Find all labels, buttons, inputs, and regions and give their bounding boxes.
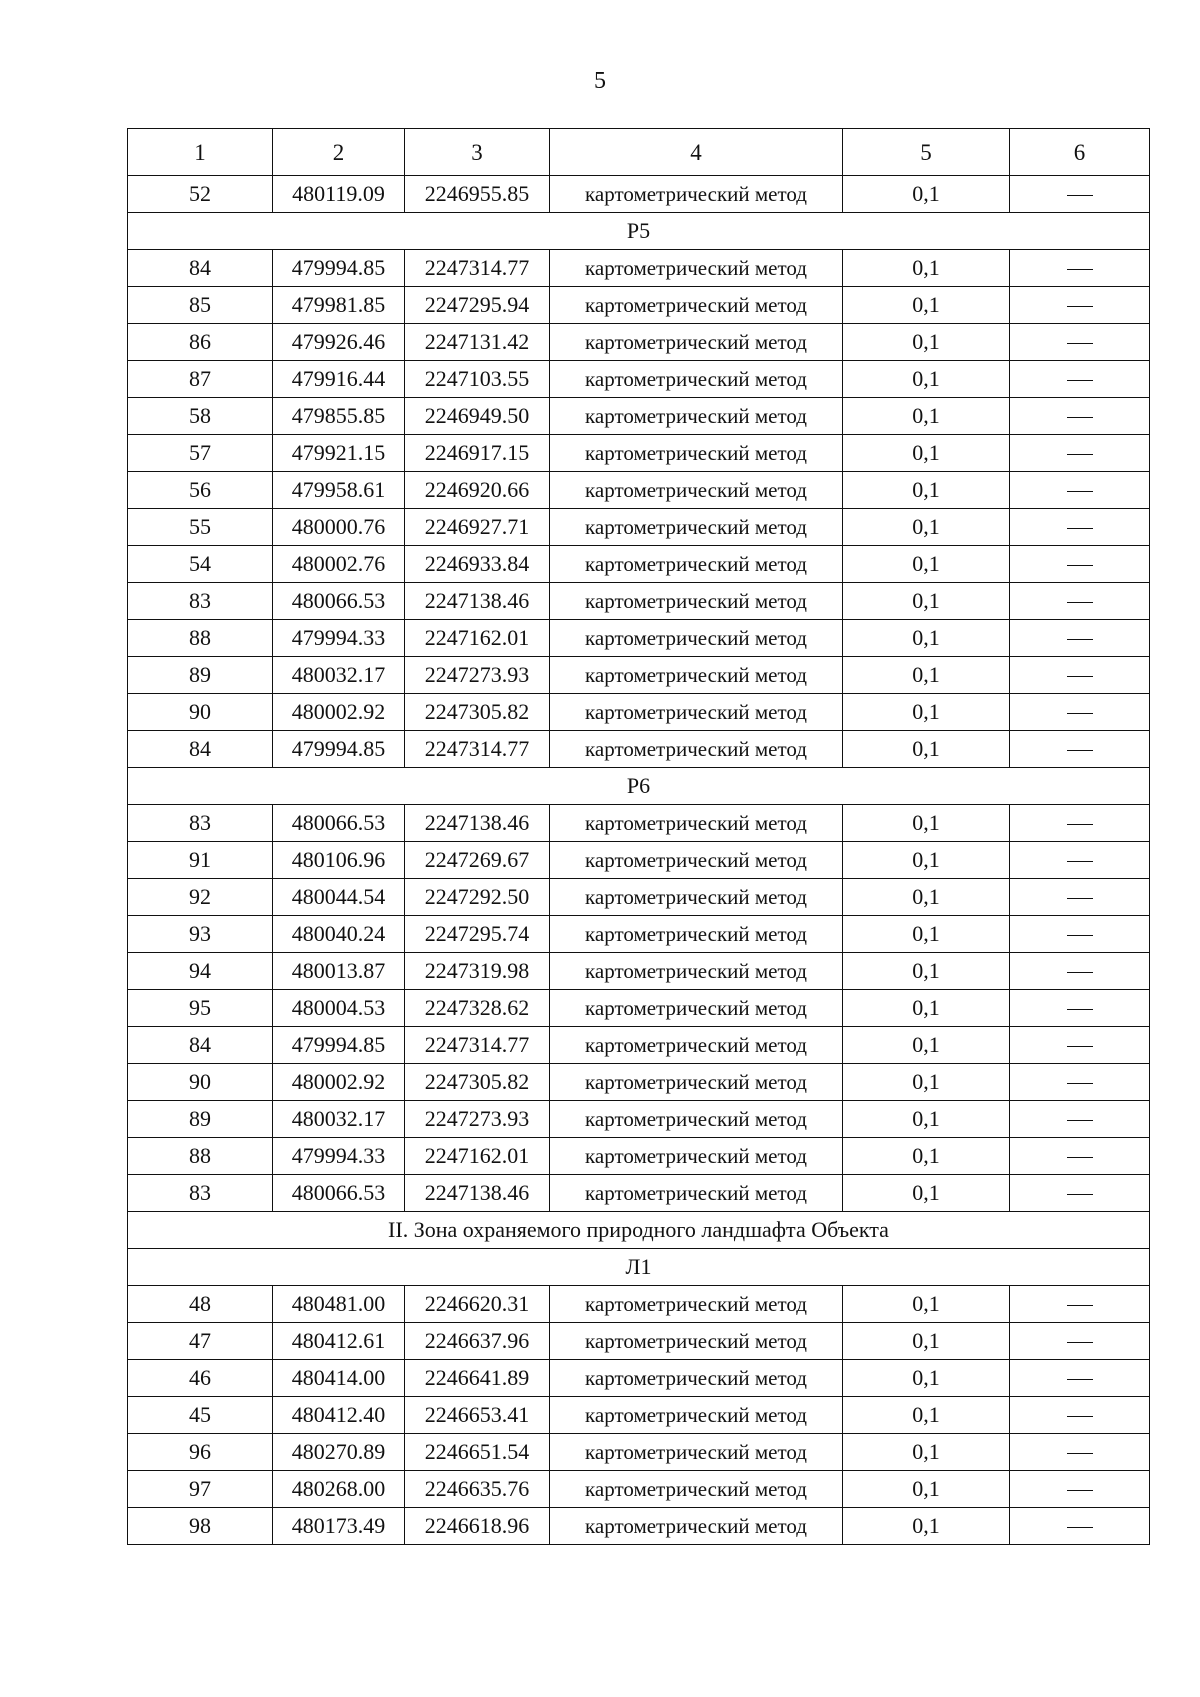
x-coordinate-cell: 479958.61 [273,472,405,509]
point-number-cell: 88 [128,1138,273,1175]
table-row [128,1471,1150,1508]
method-cell: картометрический метод [550,620,843,657]
dash-mark [1067,1379,1093,1380]
table-row [128,916,1150,953]
accuracy-cell: 0,1 [843,1286,1010,1323]
section-row [128,768,1150,805]
description-cell [1010,1027,1150,1064]
method-cell: картометрический метод [550,657,843,694]
method-cell: картометрический метод [550,324,843,361]
dash-mark [1067,824,1093,825]
dash-mark [1067,676,1093,677]
accuracy-cell: 0,1 [843,509,1010,546]
point-number-cell: 54 [128,546,273,583]
dash-mark [1067,417,1093,418]
description-cell [1010,916,1150,953]
column-header: 3 [405,129,550,176]
point-number-cell: 90 [128,1064,273,1101]
table-row [128,472,1150,509]
x-coordinate-cell: 480414.00 [273,1360,405,1397]
point-number-cell: 86 [128,324,273,361]
x-coordinate-cell: 480002.92 [273,1064,405,1101]
accuracy-cell: 0,1 [843,583,1010,620]
dash-mark [1067,1009,1093,1010]
description-cell [1010,287,1150,324]
x-coordinate-cell: 480066.53 [273,583,405,620]
table-row [128,1027,1150,1064]
point-number-cell: 91 [128,842,273,879]
accuracy-cell: 0,1 [843,731,1010,768]
x-coordinate-cell: 480412.40 [273,1397,405,1434]
dash-mark [1067,454,1093,455]
column-header: 5 [843,129,1010,176]
page-number: 5 [594,68,606,94]
y-coordinate-cell: 2247273.93 [405,1101,550,1138]
table-row [128,657,1150,694]
description-cell [1010,250,1150,287]
y-coordinate-cell: 2246641.89 [405,1360,550,1397]
point-number-cell: 89 [128,657,273,694]
dash-mark [1067,1194,1093,1195]
x-coordinate-cell: 479994.85 [273,731,405,768]
y-coordinate-cell: 2246917.15 [405,435,550,472]
x-coordinate-cell: 480032.17 [273,1101,405,1138]
accuracy-cell: 0,1 [843,1360,1010,1397]
dash-mark [1067,1305,1093,1306]
method-cell: картометрический метод [550,583,843,620]
method-cell: картометрический метод [550,1471,843,1508]
point-number-cell: 83 [128,1175,273,1212]
table-row [128,879,1150,916]
x-coordinate-cell: 480412.61 [273,1323,405,1360]
section-label: Л1 [128,1249,1150,1286]
accuracy-cell: 0,1 [843,1138,1010,1175]
method-cell: картометрический метод [550,731,843,768]
x-coordinate-cell: 480106.96 [273,842,405,879]
dash-mark [1067,1046,1093,1047]
table-row [128,583,1150,620]
accuracy-cell: 0,1 [843,324,1010,361]
method-cell: картометрический метод [550,1397,843,1434]
dash-mark [1067,1490,1093,1491]
method-cell: картометрический метод [550,1175,843,1212]
column-header: 6 [1010,129,1150,176]
table-row [128,1508,1150,1545]
point-number-cell: 84 [128,731,273,768]
x-coordinate-cell: 480044.54 [273,879,405,916]
table-row [128,1360,1150,1397]
description-cell [1010,1508,1150,1545]
x-coordinate-cell: 480119.09 [273,176,405,213]
method-cell: картометрический метод [550,1286,843,1323]
section-label: Р5 [128,213,1150,250]
table-row [128,546,1150,583]
dash-mark [1067,972,1093,973]
x-coordinate-cell: 480004.53 [273,990,405,1027]
description-cell [1010,1360,1150,1397]
accuracy-cell: 0,1 [843,1101,1010,1138]
table-row [128,509,1150,546]
dash-mark [1067,713,1093,714]
y-coordinate-cell: 2246933.84 [405,546,550,583]
accuracy-cell: 0,1 [843,990,1010,1027]
point-number-cell: 83 [128,805,273,842]
table-row [128,731,1150,768]
description-cell [1010,953,1150,990]
column-header: 1 [128,129,273,176]
coordinates-table [127,128,1150,1545]
point-number-cell: 83 [128,583,273,620]
dash-mark [1067,1157,1093,1158]
point-number-cell: 95 [128,990,273,1027]
accuracy-cell: 0,1 [843,1471,1010,1508]
method-cell: картометрический метод [550,805,843,842]
description-cell [1010,1286,1150,1323]
y-coordinate-cell: 2246651.54 [405,1434,550,1471]
y-coordinate-cell: 2247103.55 [405,361,550,398]
accuracy-cell: 0,1 [843,1397,1010,1434]
section-label: II. Зона охраняемого природного ландшафта Объекта [128,1212,1150,1249]
y-coordinate-cell: 2246949.50 [405,398,550,435]
y-coordinate-cell: 2246618.96 [405,1508,550,1545]
method-cell: картометрический метод [550,250,843,287]
table-header-row [128,129,1150,176]
column-header: 2 [273,129,405,176]
point-number-cell: 92 [128,879,273,916]
description-cell [1010,842,1150,879]
dash-mark [1067,1120,1093,1121]
description-cell [1010,657,1150,694]
method-cell: картометрический метод [550,1434,843,1471]
y-coordinate-cell: 2247314.77 [405,731,550,768]
y-coordinate-cell: 2247319.98 [405,953,550,990]
x-coordinate-cell: 479994.85 [273,1027,405,1064]
description-cell [1010,805,1150,842]
description-cell [1010,1064,1150,1101]
accuracy-cell: 0,1 [843,1064,1010,1101]
table-row [128,1064,1150,1101]
description-cell [1010,324,1150,361]
x-coordinate-cell: 480032.17 [273,657,405,694]
method-cell: картометрический метод [550,1323,843,1360]
method-cell: картометрический метод [550,287,843,324]
section-row [128,1212,1150,1249]
description-cell [1010,990,1150,1027]
table-row [128,1101,1150,1138]
description-cell [1010,1323,1150,1360]
accuracy-cell: 0,1 [843,879,1010,916]
table-row [128,1434,1150,1471]
accuracy-cell: 0,1 [843,1434,1010,1471]
point-number-cell: 87 [128,361,273,398]
accuracy-cell: 0,1 [843,694,1010,731]
point-number-cell: 84 [128,250,273,287]
method-cell: картометрический метод [550,509,843,546]
y-coordinate-cell: 2247328.62 [405,990,550,1027]
dash-mark [1067,898,1093,899]
point-number-cell: 96 [128,1434,273,1471]
y-coordinate-cell: 2246653.41 [405,1397,550,1434]
y-coordinate-cell: 2247292.50 [405,879,550,916]
y-coordinate-cell: 2247314.77 [405,250,550,287]
description-cell [1010,1101,1150,1138]
x-coordinate-cell: 480002.76 [273,546,405,583]
table-row [128,1175,1150,1212]
x-coordinate-cell: 480066.53 [273,805,405,842]
description-cell [1010,546,1150,583]
dash-mark [1067,1416,1093,1417]
dash-mark [1067,380,1093,381]
method-cell: картометрический метод [550,1101,843,1138]
x-coordinate-cell: 480066.53 [273,1175,405,1212]
y-coordinate-cell: 2246620.31 [405,1286,550,1323]
y-coordinate-cell: 2247295.94 [405,287,550,324]
table-row [128,324,1150,361]
table-row [128,398,1150,435]
method-cell: картометрический метод [550,546,843,583]
description-cell [1010,1471,1150,1508]
table-row [128,176,1150,213]
y-coordinate-cell: 2247305.82 [405,694,550,731]
method-cell: картометрический метод [550,990,843,1027]
method-cell: картометрический метод [550,953,843,990]
table-row [128,990,1150,1027]
point-number-cell: 47 [128,1323,273,1360]
accuracy-cell: 0,1 [843,953,1010,990]
point-number-cell: 97 [128,1471,273,1508]
x-coordinate-cell: 479916.44 [273,361,405,398]
method-cell: картометрический метод [550,694,843,731]
dash-mark [1067,1527,1093,1528]
y-coordinate-cell: 2247162.01 [405,620,550,657]
method-cell: картометрический метод [550,1027,843,1064]
accuracy-cell: 0,1 [843,398,1010,435]
description-cell [1010,361,1150,398]
coordinates-table-body [128,129,1150,1545]
point-number-cell: 90 [128,694,273,731]
description-cell [1010,1397,1150,1434]
point-number-cell: 88 [128,620,273,657]
x-coordinate-cell: 479981.85 [273,287,405,324]
point-number-cell: 52 [128,176,273,213]
y-coordinate-cell: 2247305.82 [405,1064,550,1101]
accuracy-cell: 0,1 [843,842,1010,879]
description-cell [1010,879,1150,916]
dash-mark [1067,639,1093,640]
description-cell [1010,1434,1150,1471]
method-cell: картометрический метод [550,842,843,879]
y-coordinate-cell: 2247295.74 [405,916,550,953]
dash-mark [1067,935,1093,936]
accuracy-cell: 0,1 [843,546,1010,583]
description-cell [1010,398,1150,435]
accuracy-cell: 0,1 [843,250,1010,287]
section-row [128,213,1150,250]
y-coordinate-cell: 2247138.46 [405,805,550,842]
table-row [128,1323,1150,1360]
description-cell [1010,620,1150,657]
point-number-cell: 58 [128,398,273,435]
x-coordinate-cell: 480270.89 [273,1434,405,1471]
dash-mark [1067,343,1093,344]
dash-mark [1067,491,1093,492]
table-row [128,842,1150,879]
table-row [128,694,1150,731]
point-number-cell: 85 [128,287,273,324]
x-coordinate-cell: 480002.92 [273,694,405,731]
description-cell [1010,472,1150,509]
accuracy-cell: 0,1 [843,1027,1010,1064]
table-row [128,361,1150,398]
x-coordinate-cell: 480040.24 [273,916,405,953]
description-cell [1010,509,1150,546]
point-number-cell: 84 [128,1027,273,1064]
x-coordinate-cell: 480268.00 [273,1471,405,1508]
table-row [128,287,1150,324]
description-cell [1010,731,1150,768]
accuracy-cell: 0,1 [843,805,1010,842]
dash-mark [1067,861,1093,862]
x-coordinate-cell: 479926.46 [273,324,405,361]
accuracy-cell: 0,1 [843,620,1010,657]
x-coordinate-cell: 479855.85 [273,398,405,435]
table-row [128,435,1150,472]
y-coordinate-cell: 2247269.67 [405,842,550,879]
x-coordinate-cell: 479994.33 [273,1138,405,1175]
method-cell: картометрический метод [550,1064,843,1101]
dash-mark [1067,565,1093,566]
point-number-cell: 55 [128,509,273,546]
dash-mark [1067,750,1093,751]
x-coordinate-cell: 479994.33 [273,620,405,657]
y-coordinate-cell: 2247273.93 [405,657,550,694]
dash-mark [1067,602,1093,603]
point-number-cell: 93 [128,916,273,953]
column-header: 4 [550,129,843,176]
y-coordinate-cell: 2247138.46 [405,1175,550,1212]
method-cell: картометрический метод [550,398,843,435]
method-cell: картометрический метод [550,1508,843,1545]
method-cell: картометрический метод [550,1138,843,1175]
dash-mark [1067,306,1093,307]
point-number-cell: 45 [128,1397,273,1434]
y-coordinate-cell: 2247314.77 [405,1027,550,1064]
description-cell [1010,583,1150,620]
point-number-cell: 89 [128,1101,273,1138]
accuracy-cell: 0,1 [843,361,1010,398]
x-coordinate-cell: 479994.85 [273,250,405,287]
y-coordinate-cell: 2246920.66 [405,472,550,509]
accuracy-cell: 0,1 [843,472,1010,509]
y-coordinate-cell: 2247138.46 [405,583,550,620]
accuracy-cell: 0,1 [843,287,1010,324]
method-cell: картометрический метод [550,879,843,916]
dash-mark [1067,528,1093,529]
x-coordinate-cell: 479921.15 [273,435,405,472]
method-cell: картометрический метод [550,1360,843,1397]
table-row [128,250,1150,287]
method-cell: картометрический метод [550,916,843,953]
y-coordinate-cell: 2246927.71 [405,509,550,546]
accuracy-cell: 0,1 [843,657,1010,694]
description-cell [1010,435,1150,472]
accuracy-cell: 0,1 [843,916,1010,953]
x-coordinate-cell: 480000.76 [273,509,405,546]
table-row [128,1138,1150,1175]
dash-mark [1067,269,1093,270]
method-cell: картометрический метод [550,435,843,472]
accuracy-cell: 0,1 [843,1508,1010,1545]
dash-mark [1067,195,1093,196]
table-row [128,805,1150,842]
y-coordinate-cell: 2246955.85 [405,176,550,213]
method-cell: картометрический метод [550,472,843,509]
description-cell [1010,694,1150,731]
y-coordinate-cell: 2246637.96 [405,1323,550,1360]
section-row [128,1249,1150,1286]
dash-mark [1067,1342,1093,1343]
point-number-cell: 57 [128,435,273,472]
accuracy-cell: 0,1 [843,435,1010,472]
y-coordinate-cell: 2247162.01 [405,1138,550,1175]
x-coordinate-cell: 480481.00 [273,1286,405,1323]
point-number-cell: 56 [128,472,273,509]
table-row [128,1286,1150,1323]
point-number-cell: 48 [128,1286,273,1323]
x-coordinate-cell: 480173.49 [273,1508,405,1545]
description-cell [1010,1138,1150,1175]
table-row [128,620,1150,657]
dash-mark [1067,1453,1093,1454]
section-label: Р6 [128,768,1150,805]
table-row [128,953,1150,990]
x-coordinate-cell: 480013.87 [273,953,405,990]
accuracy-cell: 0,1 [843,176,1010,213]
accuracy-cell: 0,1 [843,1175,1010,1212]
y-coordinate-cell: 2246635.76 [405,1471,550,1508]
table-row [128,1397,1150,1434]
dash-mark [1067,1083,1093,1084]
method-cell: картометрический метод [550,176,843,213]
method-cell: картометрический метод [550,361,843,398]
description-cell [1010,176,1150,213]
point-number-cell: 94 [128,953,273,990]
y-coordinate-cell: 2247131.42 [405,324,550,361]
point-number-cell: 46 [128,1360,273,1397]
point-number-cell: 98 [128,1508,273,1545]
accuracy-cell: 0,1 [843,1323,1010,1360]
description-cell [1010,1175,1150,1212]
